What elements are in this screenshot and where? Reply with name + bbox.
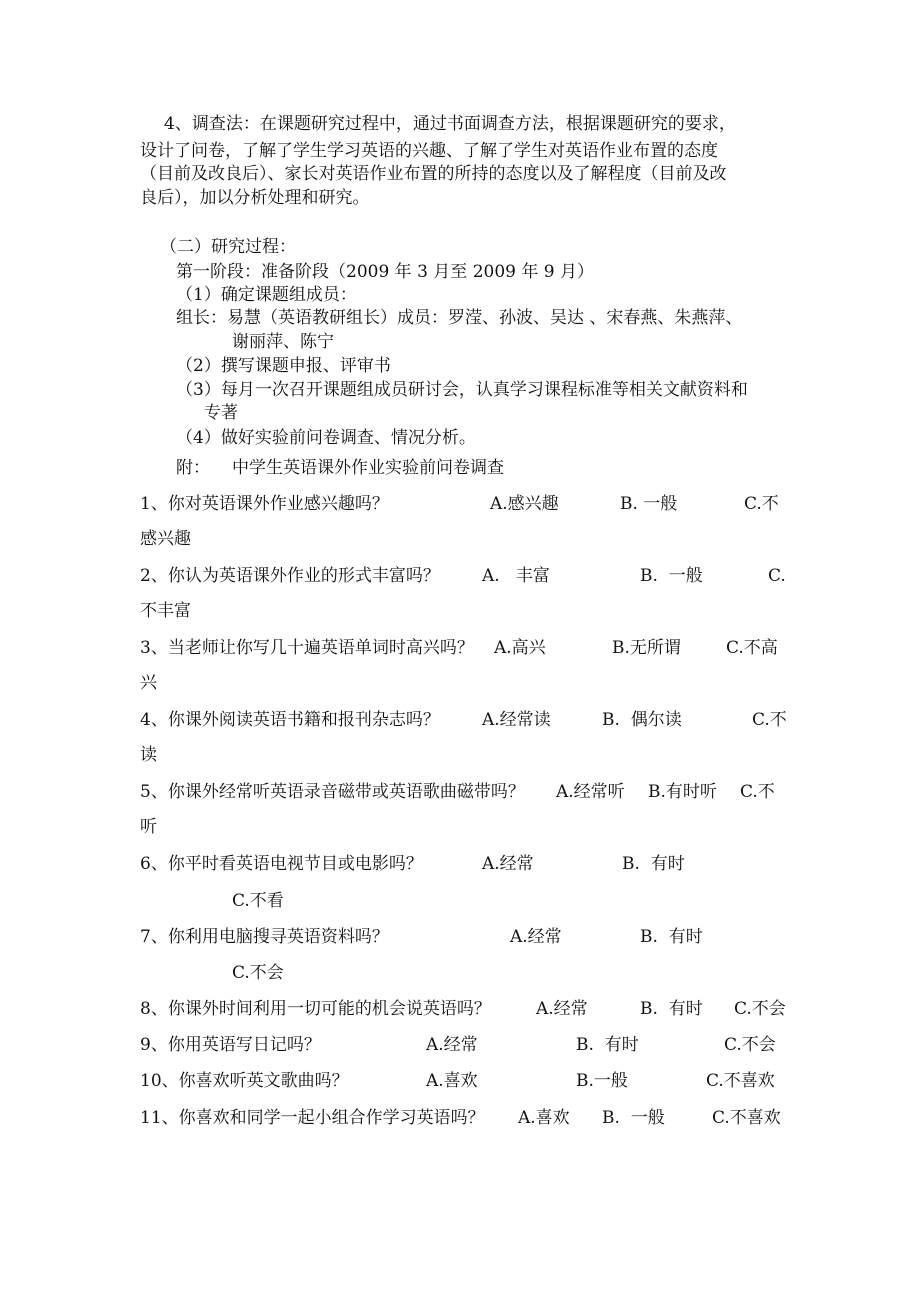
process-item-continued: 专著: [204, 403, 238, 423]
question-text: 4、你课外阅读英语书籍和报刊杂志吗？: [140, 710, 440, 730]
option-c-wrap: 兴: [140, 673, 157, 693]
option-a: A.经常: [426, 1035, 478, 1055]
members-line: 谢丽萍、陈宁: [232, 332, 334, 352]
option-c: C.不会: [734, 999, 786, 1019]
option-b: B. 有时: [622, 854, 685, 874]
option-b: B. 一般: [640, 566, 703, 586]
option-c: C.: [768, 566, 786, 586]
option-c: C.不: [740, 782, 775, 802]
option-c: C.不: [744, 494, 779, 514]
question-text: 9、你用英语写日记吗？: [140, 1035, 321, 1055]
option-c: C.不看: [232, 891, 284, 911]
option-a: A.喜欢: [518, 1108, 570, 1128]
section-heading: （二）研究过程：: [160, 237, 296, 257]
option-c-wrap: 感兴趣: [140, 529, 191, 549]
option-b: B.无所谓: [612, 638, 681, 658]
option-a: A.高兴: [494, 638, 546, 658]
option-c: C.不喜欢: [706, 1071, 775, 1091]
option-a: A.经常听: [556, 782, 625, 802]
process-item: （2）撰写课题申报、评审书: [176, 356, 391, 376]
option-a: A.经常: [510, 927, 562, 947]
question-text: 10、你喜欢听英文歌曲吗？: [140, 1071, 349, 1091]
option-b: B. 有时: [640, 927, 703, 947]
option-a: A.经常: [482, 854, 534, 874]
question-text: 1、你对英语课外作业感兴趣吗？: [140, 494, 389, 514]
question-text: 7、你利用电脑搜寻英语资料吗？: [140, 927, 389, 947]
option-b: B. 一般: [620, 494, 678, 514]
method-paragraph-line: 良后），加以分析处理和研究。: [140, 188, 370, 208]
method-paragraph-line: 4、调查法：在课题研究过程中，通过书面调查方法，根据课题研究的要求，: [164, 114, 736, 134]
option-c: C.不会: [724, 1035, 776, 1055]
option-a: A.经常: [536, 999, 588, 1019]
option-c: C.不: [752, 710, 787, 730]
option-c-wrap: 听: [140, 817, 157, 837]
option-c-wrap: 不丰富: [140, 601, 191, 621]
option-c: C.不高: [726, 638, 778, 658]
method-paragraph-line: （目前及改良后）、家长对英语作业布置的所持的态度以及了解程度（目前及改: [140, 164, 727, 184]
process-item: （1）确定课题组成员：: [176, 285, 357, 305]
question-text: 3、当老师让你写几十遍英语单词时高兴吗？: [140, 638, 474, 658]
appendix-title: 中学生英语课外作业实验前问卷调查: [232, 458, 504, 478]
method-paragraph-line: 设计了问卷，了解了学生学习英语的兴趣、了解了学生对英语作业布置的态度: [140, 141, 718, 161]
option-a: A.经常读: [482, 710, 551, 730]
option-c: C.不会: [232, 963, 284, 983]
option-b: B.有时听: [648, 782, 717, 802]
question-text: 5、你课外经常听英语录音磁带或英语歌曲磁带吗？: [140, 782, 525, 802]
process-item: （4）做好实验前问卷调查、情况分析。: [176, 428, 476, 448]
members-line: 组长：易慧（英语教研组长）成员：罗滢、孙波、吴达 、宋春燕、朱燕萍、: [176, 308, 743, 328]
stage-title: 第一阶段：准备阶段（2009 年 3 月至 2009 年 9 月）: [176, 262, 594, 282]
option-c-wrap: 读: [140, 745, 157, 765]
option-b: B. 有时: [640, 999, 703, 1019]
question-text: 11、你喜欢和同学一起小组合作学习英语吗？: [140, 1108, 485, 1128]
option-c: C.不喜欢: [712, 1108, 781, 1128]
option-a: A.感兴趣: [490, 494, 559, 514]
option-a: A.喜欢: [426, 1071, 478, 1091]
process-item: （3）每月一次召开课题组成员研讨会，认真学习课程标准等相关文献资料和: [176, 380, 748, 400]
option-b: B. 有时: [576, 1035, 639, 1055]
option-a: A. 丰富: [482, 566, 550, 586]
option-b: B.一般: [576, 1071, 628, 1091]
question-text: 8、你课外时间利用一切可能的机会说英语吗？: [140, 999, 491, 1019]
option-b: B. 一般: [602, 1108, 665, 1128]
question-text: 6、你平时看英语电视节目或电影吗？: [140, 854, 423, 874]
question-text: 2、你认为英语课外作业的形式丰富吗？: [140, 566, 440, 586]
option-b: B. 偶尔读: [602, 710, 682, 730]
appendix-label: 附：: [176, 458, 210, 478]
